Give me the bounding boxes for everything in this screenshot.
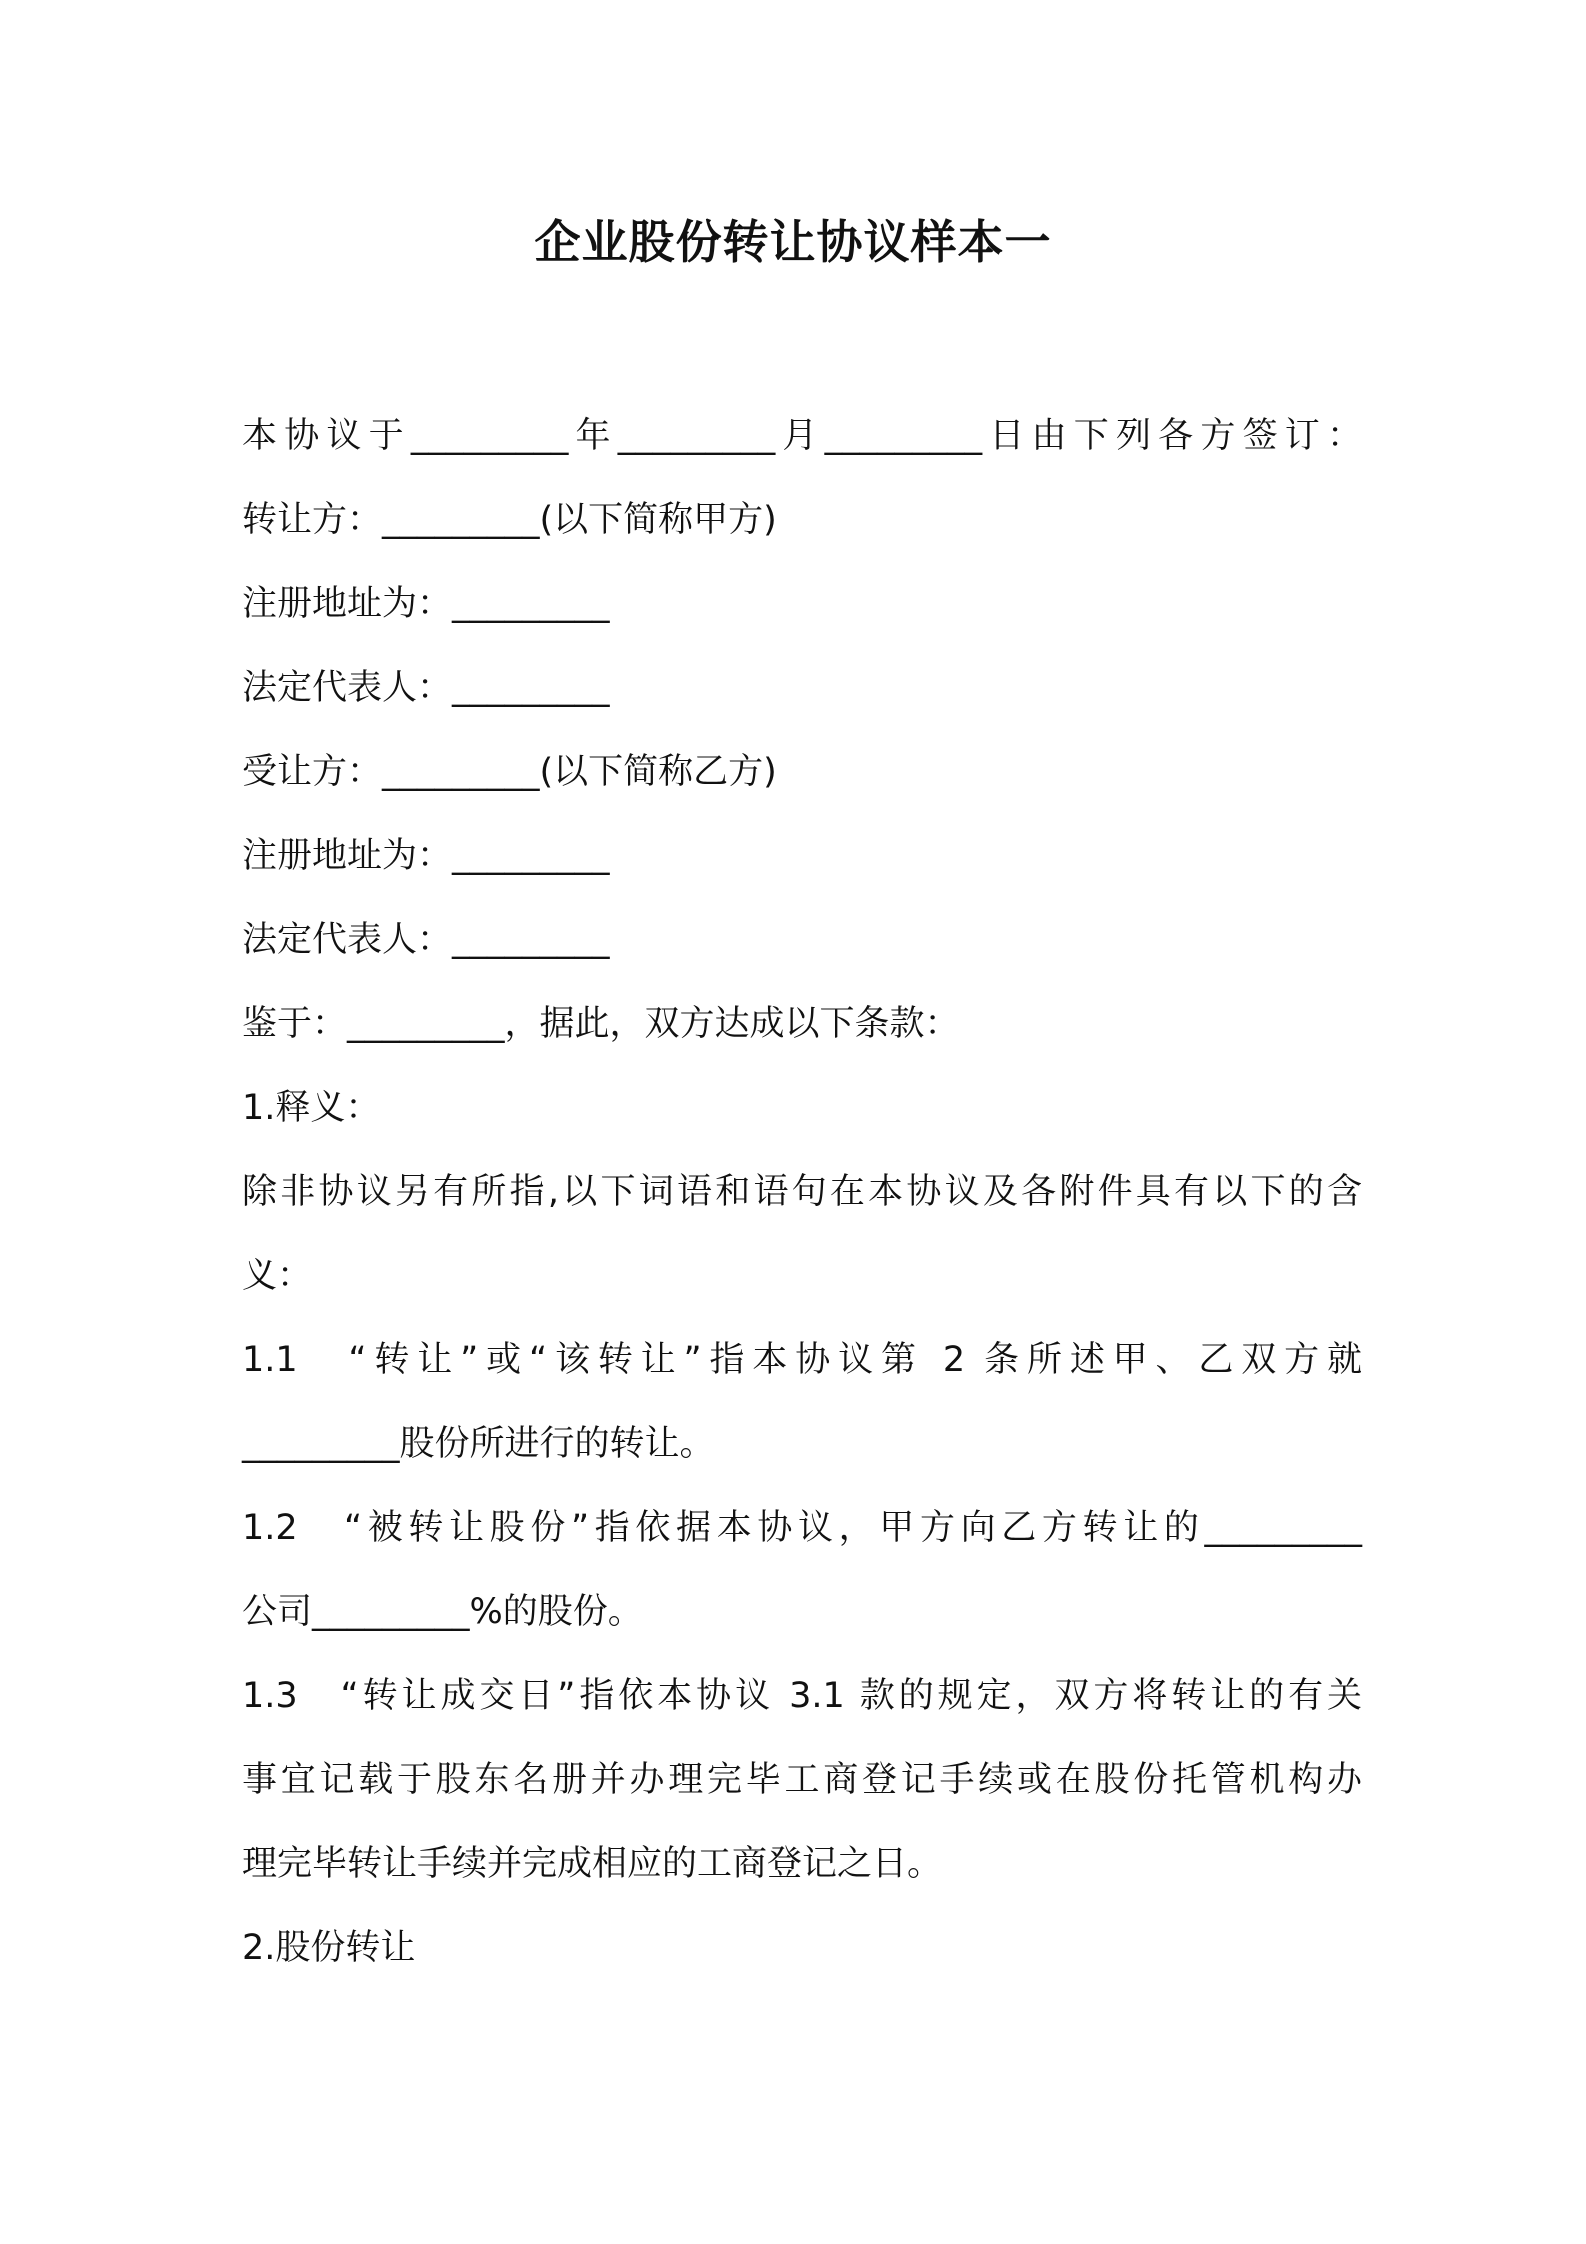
section-1-heading: 1.释义： [242, 1088, 381, 1128]
signing-date-line: 本协议于_________年_________月_________日由下列各方签订： [242, 416, 1362, 456]
transferee-representative-line: 法定代表人：_________ [242, 920, 610, 960]
definitions-intro-line-end: 义： [242, 1256, 313, 1296]
document-title: 企业股份转让协议样本一 [534, 215, 1052, 269]
clause-1-1-line: 1.1 “转让”或“该转让”指本协议第 2 条所述甲、乙双方就 [242, 1340, 1362, 1380]
transferor-representative-line: 法定代表人：_________ [242, 668, 610, 708]
transferee-line: 受让方：_________(以下简称乙方) [242, 752, 777, 792]
clause-1-3-line: 1.3 “转让成交日”指依本协议 3.1 款的规定，双方将转让的有关 [242, 1676, 1362, 1716]
clause-1-3-line-end: 理完毕转让手续并完成相应的工商登记之日。 [242, 1844, 943, 1884]
clause-1-1-line-end: _________股份所进行的转让。 [242, 1424, 715, 1464]
section-2-heading: 2.股份转让 [242, 1928, 416, 1968]
definitions-intro-line: 除非协议另有所指,以下词语和语句在本协议及各附件具有以下的含 [242, 1172, 1362, 1212]
transferor-address-line: 注册地址为：_________ [242, 584, 610, 624]
clause-1-2-line: 1.2 “被转让股份”指依据本协议，甲方向乙方转让的_________ [242, 1508, 1362, 1548]
clause-1-2-line-end: 公司_________%的股份。 [242, 1592, 643, 1632]
whereas-line: 鉴于：_________，据此，双方达成以下条款： [242, 1004, 960, 1044]
transferee-address-line: 注册地址为：_________ [242, 836, 610, 876]
transferor-line: 转让方：_________(以下简称甲方) [242, 500, 777, 540]
clause-1-3-line-middle: 事宜记载于股东名册并办理完毕工商登记手续或在股份托管机构办 [242, 1760, 1362, 1800]
